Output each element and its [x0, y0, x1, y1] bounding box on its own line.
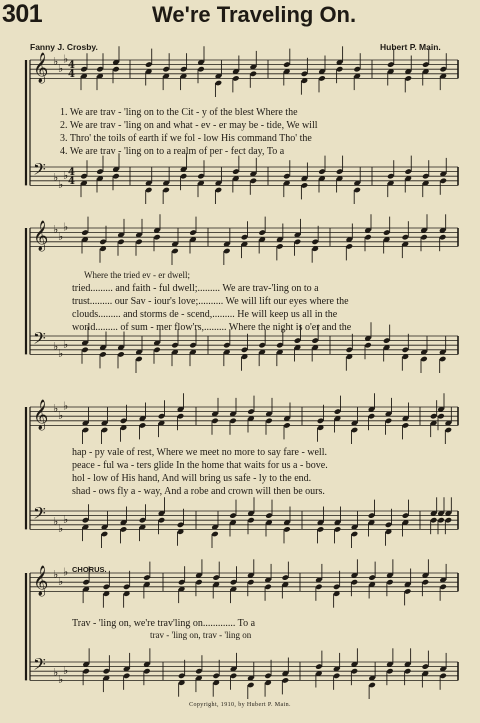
flat-icon: ♭	[53, 223, 59, 236]
flat-icon: ♭	[58, 408, 64, 422]
flat-icon: ♭	[63, 337, 69, 351]
hymn-title: We're Traveling On.	[152, 2, 357, 27]
flat-icon: ♭	[63, 52, 69, 66]
flat-icon: ♭	[58, 673, 64, 687]
flat-icon: ♭	[53, 340, 59, 354]
hymn-number: 301	[2, 0, 43, 28]
time-signature: 4	[68, 167, 75, 178]
lyric-line: 2. We are trav - 'ling on and what - ev - er may be - tide, We will	[60, 120, 318, 131]
chorus-label: CHORUS.	[72, 565, 107, 574]
flat-icon: ♭	[58, 178, 64, 192]
lyric-line: world......... of sum - mer flow'rs,......... Where the night is o'er and the	[72, 322, 352, 333]
lyric-line: hol - low of His hand, And will bring us safe - ly to the end.	[72, 473, 312, 484]
lyric-line: peace - ful wa - ters glide In the home that waits for us a - bove.	[72, 460, 328, 471]
lyric-line: shad - ows fly a - way, And a robe and crown will then be ours.	[72, 486, 325, 497]
flat-icon: ♭	[53, 55, 59, 68]
flat-icon: ♭	[63, 220, 69, 234]
flat-icon: ♭	[58, 229, 64, 243]
treble-clef-icon: 𝄞	[33, 566, 49, 596]
time-signature: 4	[68, 60, 75, 71]
treble-clef-icon: 𝄞	[33, 221, 49, 251]
flat-icon: ♭	[58, 522, 64, 536]
flat-icon: ♭	[58, 347, 64, 361]
lyricist-credit: Fanny J. Crosby.	[30, 42, 98, 52]
composer-credit: Hubert P. Main.	[380, 42, 441, 52]
lyric-line: Trav - 'ling on, we're trav'ling on............. To a	[72, 618, 256, 629]
lyric-line: 4. We are trav - 'ling on to a realm of per - fect day, To a	[60, 146, 285, 157]
flat-icon: ♭	[58, 61, 64, 75]
lyric-line: tried......... and faith - ful dwell;......... We are trav-'ling on to a	[72, 283, 319, 294]
flat-icon: ♭	[53, 515, 59, 529]
flat-icon: ♭	[53, 171, 59, 185]
time-signature: 4	[68, 176, 75, 187]
flat-icon: ♭	[53, 568, 59, 581]
bass-clef-icon: 𝄢	[33, 503, 46, 527]
lyric-line: trav - 'ling on, trav - 'ling on	[150, 630, 252, 640]
flat-icon: ♭	[63, 168, 69, 182]
bass-clef-icon: 𝄢	[33, 654, 46, 678]
flat-icon: ♭	[63, 565, 69, 579]
lyric-line: trust......... our Sav - iour's love;.......... We will lift our eyes where the	[72, 296, 349, 307]
flat-icon: ♭	[63, 512, 69, 526]
bass-clef-icon: 𝄢	[33, 328, 46, 352]
flat-icon: ♭	[53, 402, 59, 415]
treble-clef-icon: 𝄞	[33, 53, 49, 83]
bass-clef-icon: 𝄢	[33, 159, 46, 183]
lyric-line: Where the tried ev - er dwell;	[84, 270, 190, 280]
flat-icon: ♭	[63, 663, 69, 677]
time-signature: 4	[68, 69, 75, 80]
lyric-line: clouds......... and storms de - scend,......... He will keep us all in the	[72, 309, 338, 320]
flat-icon: ♭	[53, 666, 59, 680]
lyric-line: 1. We are trav - 'ling on to the Cit - y of the blest Where the	[60, 107, 298, 118]
flat-icon: ♭	[63, 399, 69, 413]
lyric-line: 3. Thro' the toils of earth if we fol - low His command Tho' the	[60, 133, 312, 144]
lyric-line: hap - py vale of rest, Where we meet no more to say fare - well.	[72, 447, 327, 458]
flat-icon: ♭	[58, 574, 64, 588]
treble-clef-icon: 𝄞	[33, 400, 49, 430]
copyright-notice: Copyright, 1910, by Hubert P. Main.	[189, 702, 291, 708]
